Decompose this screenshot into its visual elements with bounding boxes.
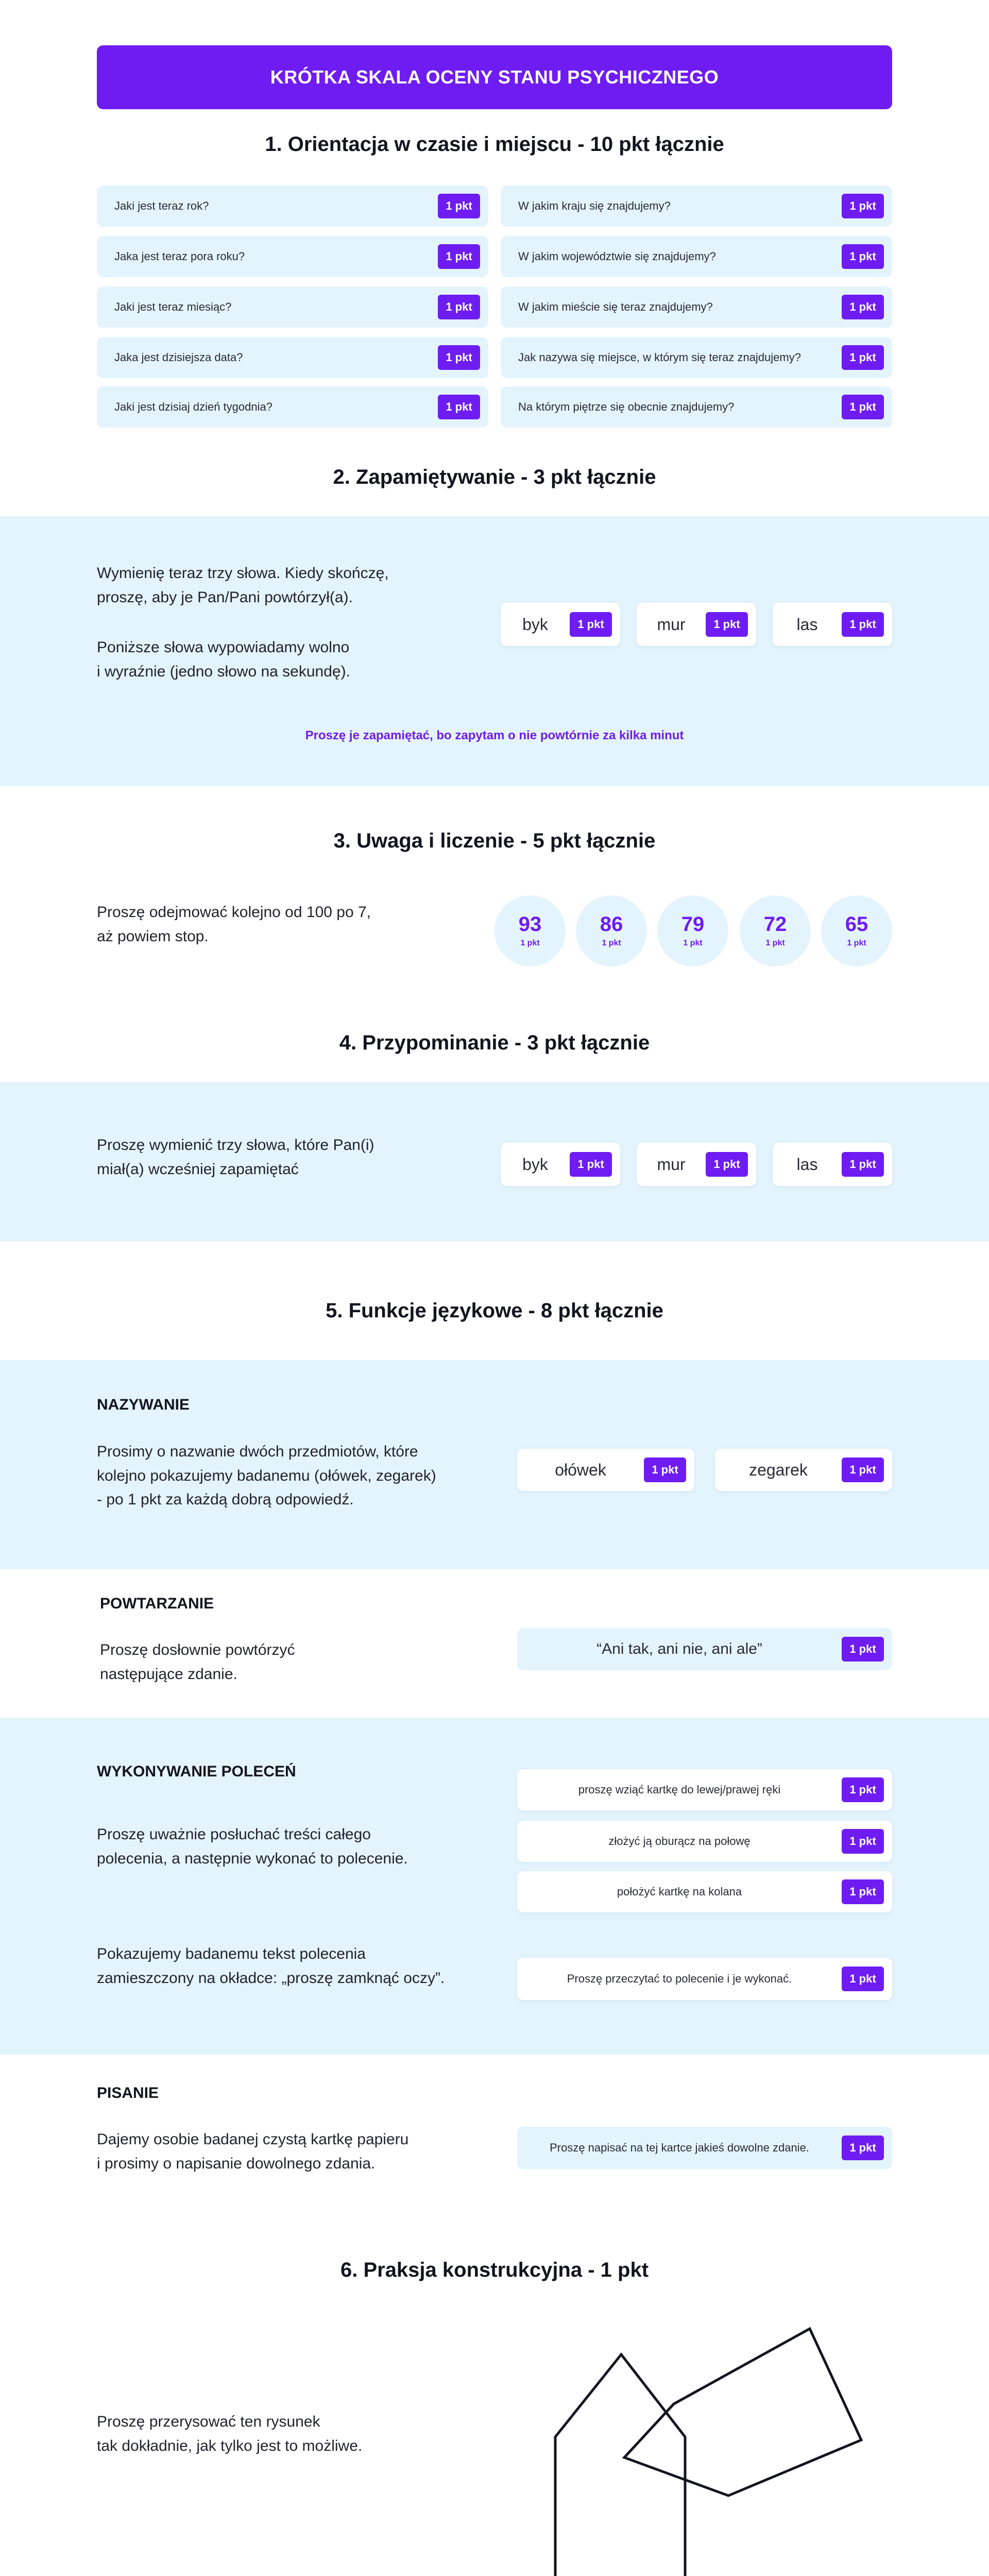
points-badge: 1 pkt	[842, 1879, 884, 1904]
page-title: KRÓTKA SKALA OCENY STANU PSYCHICZNEGO	[97, 45, 892, 109]
command-item: złożyć ją oburącz na połowę	[608, 1835, 751, 1848]
naming-item-row	[715, 1449, 892, 1491]
subtraction-circle	[576, 895, 647, 967]
points-badge: 1 pkt	[706, 1152, 748, 1177]
repeat-phrase-row	[517, 1628, 892, 1670]
subtraction-circle	[494, 895, 566, 967]
recall-word: byk	[522, 1155, 548, 1174]
orientation-time-row	[97, 286, 488, 328]
points-badge: 1 pkt	[842, 395, 884, 419]
points-badge: 1 pkt	[842, 244, 884, 269]
orientation-time-row	[97, 386, 488, 428]
orientation-time-question: Jaka jest dzisiejsza data?	[114, 351, 243, 364]
points-badge: 1 pkt	[842, 1777, 884, 1802]
points-label: 1 pkt	[520, 939, 540, 947]
subtraction-value: 65	[845, 913, 868, 936]
recall-word: las	[796, 1155, 818, 1174]
points-badge: 1 pkt	[570, 1152, 612, 1177]
orientation-place-question: Na którym piętrze się obecnie znajdujemy?	[518, 400, 735, 413]
recall-word-row	[501, 1143, 620, 1186]
points-label: 1 pkt	[765, 939, 785, 947]
points-badge: 1 pkt	[842, 1829, 884, 1854]
read-command-row	[517, 1958, 892, 2000]
repeat-heading: POWTARZANIE	[100, 1595, 214, 1612]
points-badge: 1 pkt	[842, 295, 884, 319]
points-badge: 1 pkt	[438, 295, 480, 319]
points-badge: 1 pkt	[706, 612, 748, 637]
points-badge: 1 pkt	[842, 194, 884, 218]
points-badge: 1 pkt	[644, 1458, 686, 1482]
section-3-title: 3. Uwaga i liczenie - 5 pkt łącznie	[333, 829, 656, 852]
section-4-title: 4. Przypominanie - 3 pkt łącznie	[339, 1031, 650, 1054]
recall-word-row	[773, 1143, 892, 1186]
points-badge: 1 pkt	[438, 244, 480, 269]
pentagon-left	[555, 2354, 685, 2576]
memory-word-row	[773, 603, 892, 646]
orientation-place-question: W jakim mieście się teraz znajdujemy?	[518, 300, 713, 313]
naming-heading: NAZYWANIE	[97, 1396, 190, 1413]
points-badge: 1 pkt	[570, 612, 612, 637]
orientation-time-row	[97, 185, 488, 227]
subtraction-circle	[657, 895, 728, 967]
orientation-place-row	[501, 236, 892, 277]
section-2-reminder: Proszę je zapamiętać, bo zapytam o nie powtórnie za kilka minut	[305, 728, 684, 742]
orientation-place-row	[501, 386, 892, 428]
points-badge: 1 pkt	[842, 1458, 884, 1482]
points-badge: 1 pkt	[438, 395, 480, 419]
recall-word: mur	[657, 1155, 686, 1174]
command-item-row	[517, 1871, 892, 1912]
subtraction-circle	[740, 895, 811, 967]
orientation-place-question: W jakim kraju się znajdujemy?	[518, 199, 671, 212]
points-badge: 1 pkt	[438, 345, 480, 370]
writing-text: Proszę napisać na tej kartce jakieś dowolne zdanie.	[550, 2141, 809, 2154]
command-item-row	[517, 1821, 892, 1862]
naming-item-row	[517, 1449, 694, 1491]
writing-heading: PISANIE	[97, 2084, 159, 2102]
orientation-time-question: Jaki jest dzisiaj dzień tygodnia?	[114, 400, 272, 413]
subtraction-value: 79	[681, 913, 705, 936]
orientation-place-question: W jakim województwie się znajdujemy?	[518, 250, 716, 263]
memory-word: mur	[657, 615, 686, 634]
points-badge: 1 pkt	[842, 345, 884, 370]
orientation-time-row	[97, 236, 488, 277]
repeat-phrase: “Ani tak, ani nie, ani ale”	[596, 1640, 762, 1657]
orientation-place-row	[501, 286, 892, 328]
subtraction-value: 93	[518, 913, 542, 936]
memory-word: las	[796, 615, 818, 634]
orientation-place-row	[501, 185, 892, 227]
writing-instruction: Dajemy osobie badanej czystą kartkę papieru i prosimy o napisanie dowolnego zdania.	[97, 2131, 409, 2172]
orientation-time-row	[97, 337, 488, 378]
pentagon-right	[624, 2329, 861, 2496]
command-item: położyć kartkę na kolana	[617, 1885, 742, 1898]
read-command-text: Proszę przeczytać to polecenie i je wykonać.	[567, 1972, 792, 1985]
points-badge: 1 pkt	[842, 1967, 884, 1991]
memory-word-row	[501, 603, 620, 646]
points-label: 1 pkt	[847, 939, 866, 947]
memory-word-row	[637, 603, 756, 646]
naming-item: ołówek	[555, 1460, 606, 1479]
read-command-instruction: Pokazujemy badanemu tekst polecenia zamieszczony na okładce: „proszę zamknąć oczy”.	[97, 1945, 445, 1987]
intersecting-pentagons-drawing	[546, 2313, 876, 2576]
commands-instruction: Proszę uważnie posłuchać treści całego polecenia, a następnie wykonać to polecenie.	[97, 1826, 408, 1867]
repeat-instruction: Proszę dosłownie powtórzyć następujące zdanie.	[100, 1641, 295, 1683]
writing-row	[517, 2127, 892, 2169]
recall-word-row	[637, 1143, 756, 1186]
points-label: 1 pkt	[602, 939, 621, 947]
points-label: 1 pkt	[683, 939, 703, 947]
points-badge: 1 pkt	[842, 612, 884, 637]
section-2-title: 2. Zapamiętywanie - 3 pkt łącznie	[333, 466, 656, 488]
orientation-time-question: Jaki jest teraz rok?	[114, 199, 209, 212]
subtraction-circle	[821, 895, 892, 967]
subtraction-value: 72	[763, 913, 787, 936]
section-6-title: 6. Praksja konstrukcyjna - 1 pkt	[340, 2259, 649, 2281]
command-item-row	[517, 1769, 892, 1810]
section-2-instruction: Wymienię teraz trzy słowa. Kiedy skończę, proszę, aby je Pan/Pani powtórzył(a).	[97, 565, 389, 606]
command-item: proszę wziąć kartkę do lewej/prawej ręki	[578, 1783, 781, 1796]
section-1-title: 1. Orientacja w czasie i miejscu - 10 pkt łącznie	[265, 133, 724, 156]
orientation-place-row	[501, 337, 892, 378]
naming-instruction: Prosimy o nazwanie dwóch przedmiotów, które kolejno pokazujemy badanemu (ołówek, zegarek) - po 1 pkt za każdą dobrą odpowiedź.	[97, 1443, 436, 1508]
orientation-time-question: Jaki jest teraz miesiąc?	[114, 300, 232, 313]
subtraction-value: 86	[600, 913, 623, 936]
section-2-note-text: Poniższe słowa wypowiadamy wolno i wyraźnie (jedno słowo na sekundę).	[97, 639, 350, 680]
memory-word: byk	[522, 615, 548, 634]
orientation-time-question: Jaka jest teraz pora roku?	[114, 250, 245, 263]
points-badge: 1 pkt	[438, 194, 480, 218]
section-3-instruction: Proszę odejmować kolejno od 100 po 7, aż powiem stop.	[97, 904, 371, 945]
commands-heading: WYKONYWANIE POLECEŃ	[97, 1763, 296, 1780]
points-badge: 1 pkt	[842, 1152, 884, 1177]
points-badge: 1 pkt	[842, 2136, 884, 2160]
section-5-title: 5. Funkcje językowe - 8 pkt łącznie	[326, 1299, 663, 1322]
section-6-instruction: Proszę przerysować ten rysunek tak dokładnie, jak tylko jest to możliwe.	[97, 2413, 363, 2454]
naming-item: zegarek	[749, 1460, 808, 1479]
points-badge: 1 pkt	[842, 1637, 884, 1662]
section-4-instruction: Proszę wymienić trzy słowa, które Pan(i) miał(a) wcześniej zapamiętać	[97, 1137, 374, 1178]
orientation-place-question: Jak nazywa się miejsce, w którym się teraz znajdujemy?	[518, 351, 801, 364]
